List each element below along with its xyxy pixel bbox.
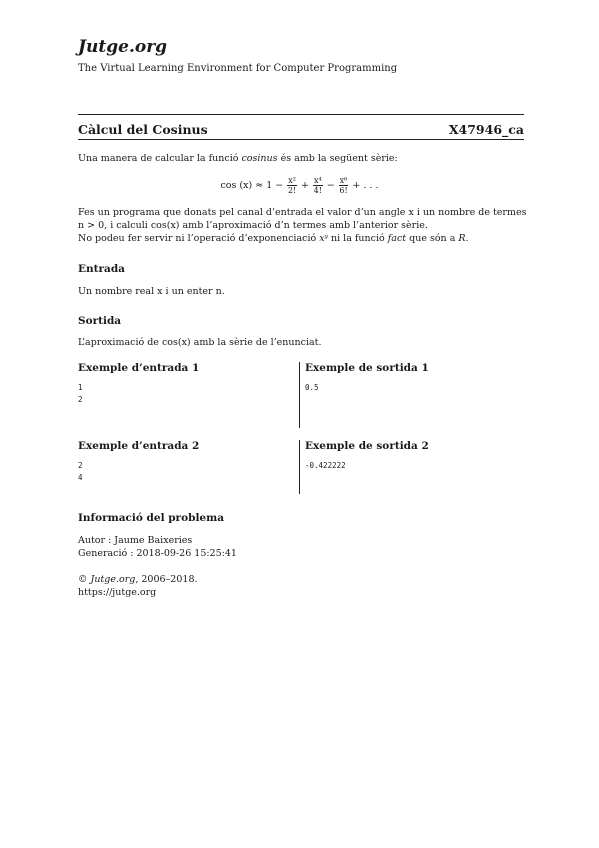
title-rule: [78, 139, 524, 140]
problem-title: Càlcul del Cosinus: [78, 122, 208, 137]
example-input-1-line-2: 2: [78, 395, 83, 404]
example-input-1-line-1: 1: [78, 383, 83, 392]
cosine-series-formula: cos (x) ≈ 1 − $\frac{\text{x²}}{2!}$ + $\frac{\text{x⁴}}{4!}$ − $\frac{\text{x⁶}}{6!}$ + . . .: [220, 176, 379, 195]
statement-line-2: n > 0, i calculi cos(x) amb l’aproximació d’n termes amb l’anterior sèrie.: [78, 220, 428, 231]
statement-line-1: Fes un programa que donats pel canal d’entrada el valor d’un angle x i un nombre de termes: [78, 207, 527, 218]
example-input-2-line-1: 2: [78, 461, 83, 470]
example-input-1-heading: Exemple d’entrada 1: [78, 362, 200, 374]
example-input-2-line-2: 4: [78, 473, 83, 482]
statement-line-3: No podeu fer servir ni l’operació d’exponenciació xʸ ni la funció fact que són a R.: [78, 233, 469, 244]
output-text: L’aproximació de cos(x) amb la sèrie de l’enunciat.: [78, 337, 322, 348]
site-title: Jutge.org: [78, 37, 168, 57]
copyright: © Jutge.org, 2006–2018.: [78, 574, 198, 585]
info-generated: Generació : 2018-09-26 15:25:41: [78, 548, 237, 559]
example-output-1-line-1: 0.5: [305, 383, 319, 392]
statement-intro: Una manera de calcular la funció cosinus és amb la següent sèrie:: [78, 153, 398, 164]
example-input-2-heading: Exemple d’entrada 2: [78, 440, 200, 452]
example-output-1-heading: Exemple de sortida 1: [305, 362, 429, 374]
input-heading: Entrada: [78, 263, 125, 275]
info-heading: Informació del problema: [78, 512, 225, 524]
example-output-2-line-1: -0.422222: [305, 461, 346, 470]
input-text: Un nombre real x i un enter n.: [78, 286, 225, 297]
output-heading: Sortida: [78, 315, 122, 327]
site-subtitle: The Virtual Learning Environment for Computer Programming: [78, 63, 398, 74]
top-rule: [78, 114, 524, 115]
info-author: Autor : Jaume Baixeries: [78, 535, 193, 546]
example-2-divider: [299, 440, 300, 494]
site-url[interactable]: https://jutge.org: [78, 587, 157, 598]
problem-code: X47946_ca: [448, 122, 524, 137]
example-output-2-heading: Exemple de sortida 2: [305, 440, 429, 452]
example-1-divider: [299, 362, 300, 428]
